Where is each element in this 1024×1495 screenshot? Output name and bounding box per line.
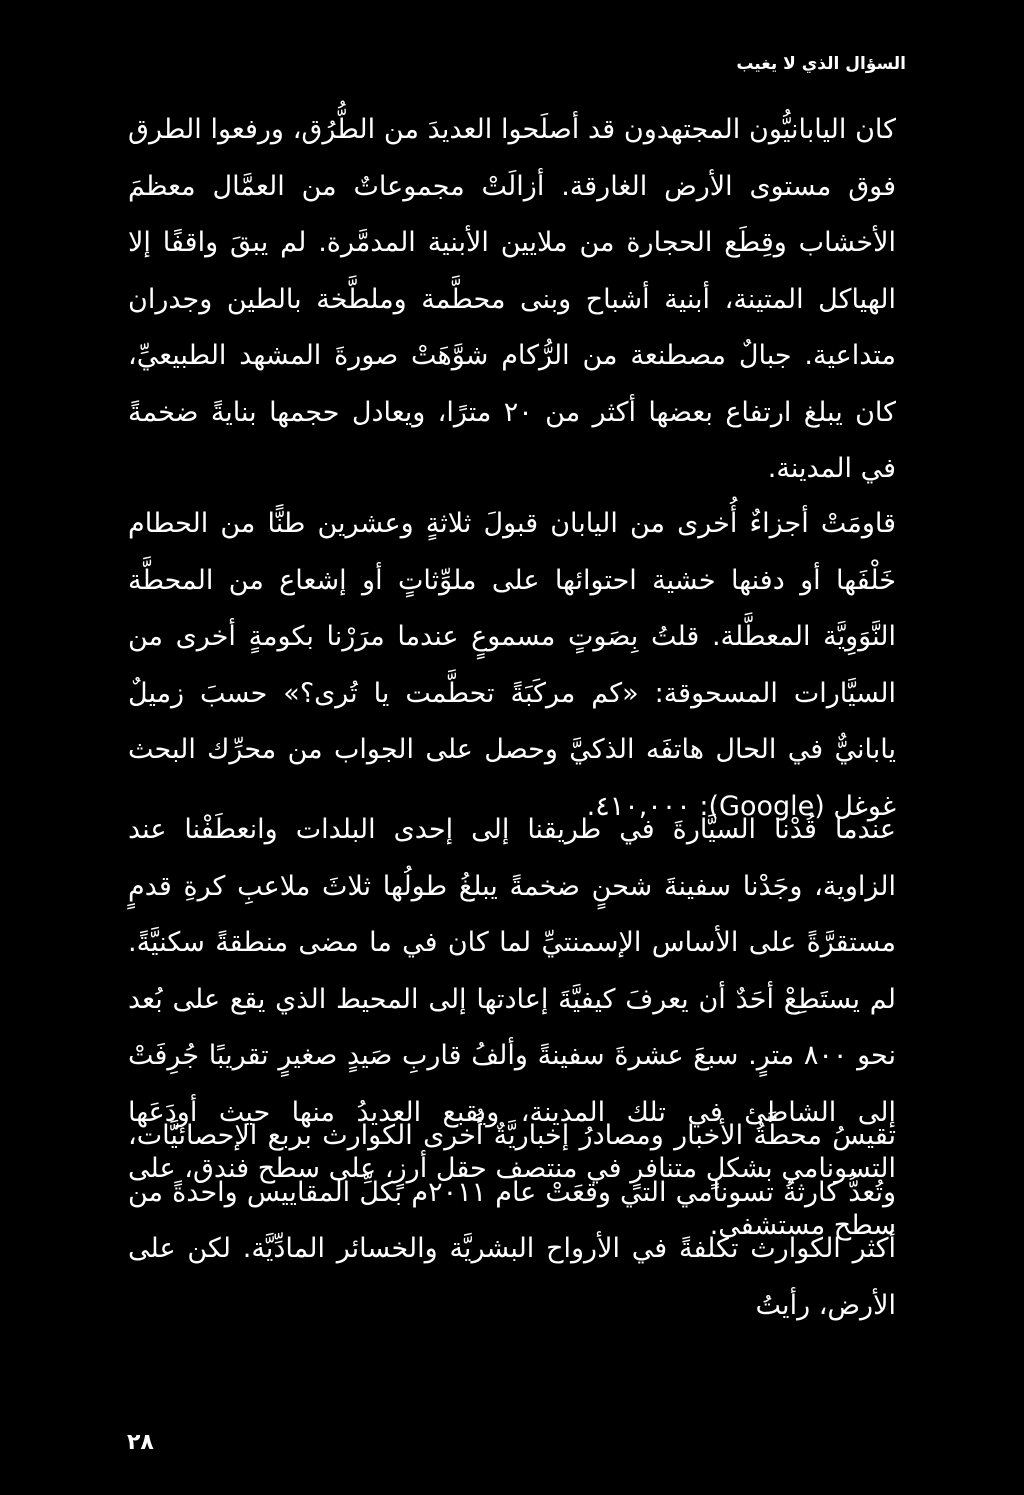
paragraph-text: تقيسُ محطَّةُ الأخبار ومصادرُ إخباريَّةٌ أُخرى الكوارث بربع الإحصائيَّات، وتُعدُّ كارثةُ تسونامي التي وقعَتْ عام ٢٠١١م بكلِّ المقاييس واحدةً من أكثر الكوارث تكلفةً في الأرواح البشريَّة والخسائر المادِّيَّة. لكن على الأرض، رأيتُ: [128, 1120, 897, 1321]
running-header: السؤال الذي لا يغيب: [736, 54, 906, 74]
page-number: ٢٨: [127, 1430, 154, 1455]
paragraph: [128, 102, 896, 498]
paragraph-text: عندما قُدْنا السيَّارةَ في طريقنا إلى إحدى البلدات وانعطَفْنا عند الزاوية، وجَدْنا سفينةَ شحنٍ ضخمةً يبلغُ طولُها ثلاثَ ملاعبِ كرةِ قدمٍ مستقرَّةً على الأساس الإسمنتيِّ لما كان في ما مضى منطقةً سكنيَّةً. لم يستَطِعْ أحَدٌ أن يعرفَ كيفيَّةَ إعادتها إلى المحيط الذي يقع على بُعد نحو ٨٠٠ مترٍ. سبعَ عشرةَ سفينةً وألفُ قاربِ صَيدٍ صغيرٍ تقريبًا جُرِفَتْ إلى الشاطئ في تلك المدينة، ويقبع العديدُ منها حيث أودَعَها التسونامي بشكلٍ متنافرٍ في منتصف حقل أرزٍ، على سطح فندق، على سطح مستشفى.: [128, 814, 896, 1241]
paragraph: [128, 1108, 896, 1334]
paragraph-text: قاومَتْ أجزاءٌ أُخرى من اليابان قبولَ ثلاثةٍ وعشرين طنًّا من الحطام خَلْفَها أو دفنها خشية احتوائها على ملوِّثاتٍ أو إشعاع من المحطَّة النَّوَوِيَّة المعطَّلة. قلتُ بِصَوتٍ مسموعٍ عندما مرَرْنا بكومةٍ أخرى من السيَّارات المسحوقة: «كم مركَبَةً تحطَّمت يا تُرى؟» حسبَ زميلٌ يابانيٌّ في الحال هاتفَه الذكيَّ وحصل على الجواب من محرِّك البحث غوغل (Google): ٤١٠,٠٠٠.: [128, 508, 896, 822]
paragraph: [128, 496, 896, 835]
paragraph-text: كان اليابانيُّون المجتهدون قد أصلَحوا العديدَ من الطُّرُق، ورفعوا الطرق فوق مستوى الأرض الغارقة. أزالَتْ مجموعاتٌ من العمَّال معظمَ الأخشاب وقِطَع الحجارة من ملايين الأبنية المدمَّرة. لم يبقَ واقفًا إلا الهياكل المتينة، أبنية أشباح وبنى محطَّمة وملطَّخة بالطين وجدران متداعية. جبالٌ مصطنعة من الرُّكام شوَّهَتْ صورةَ المشهد الطبيعيِّ، كان يبلغ ارتفاع بعضها أكثر من ٢٠ مترًا، ويعادل حجمها بنايةً ضخمةً في المدينة.: [128, 114, 896, 484]
